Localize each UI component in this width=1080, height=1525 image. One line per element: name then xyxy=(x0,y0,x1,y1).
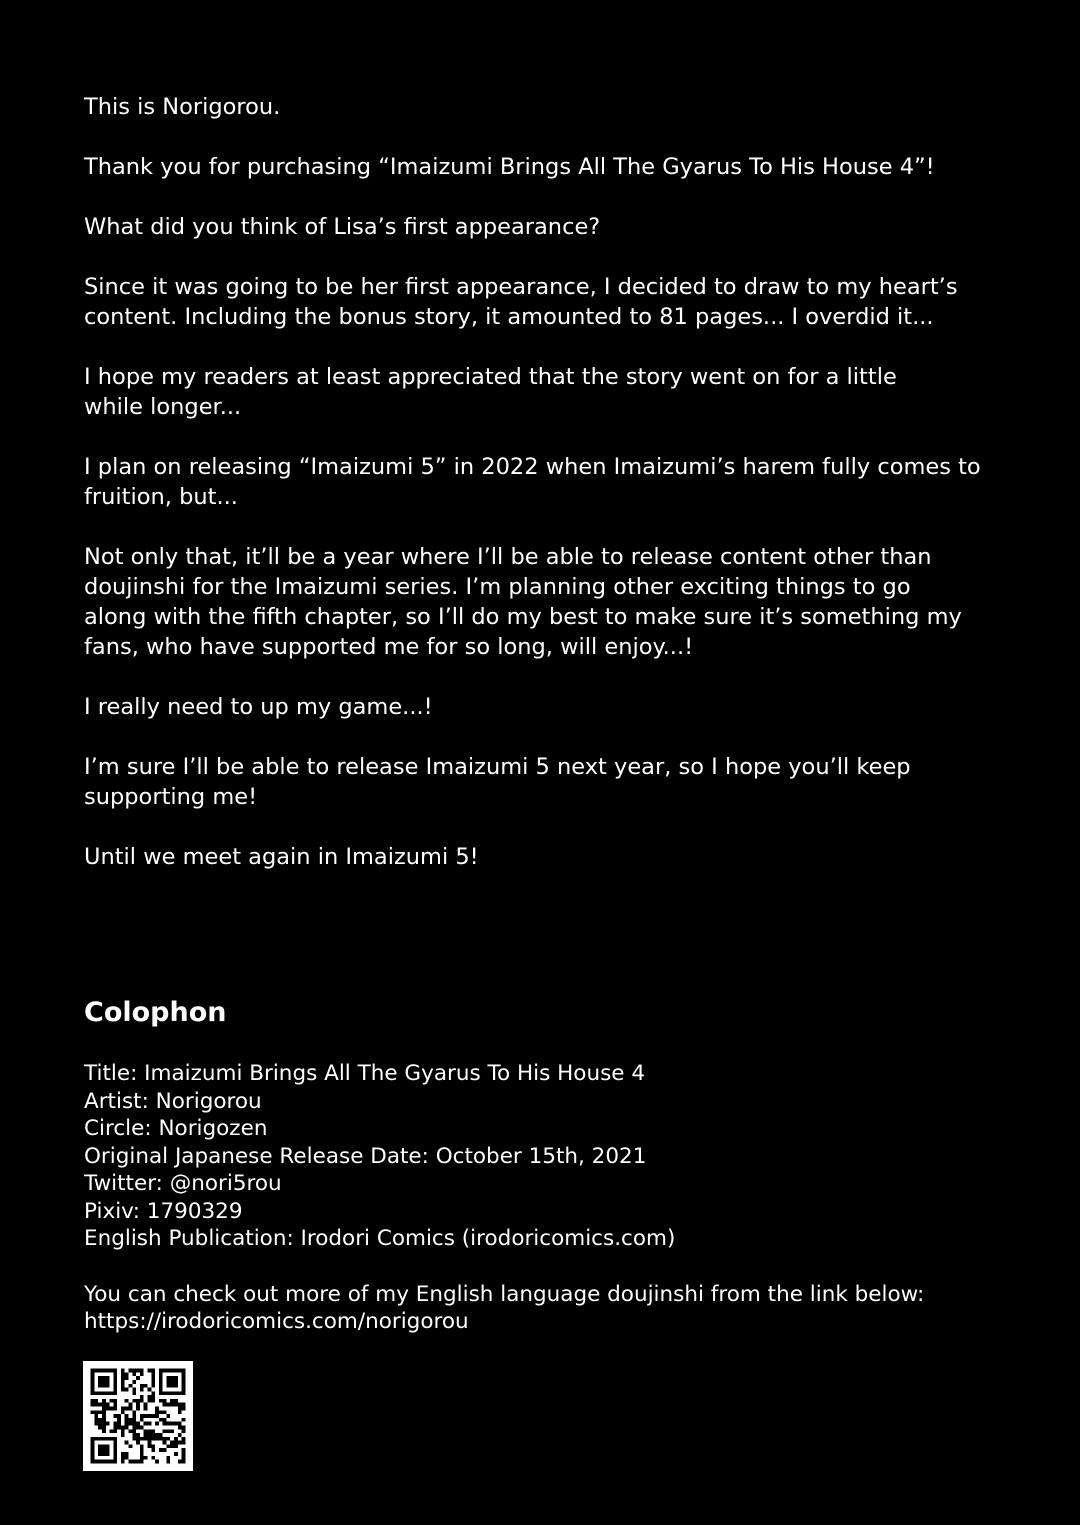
message-line: What did you think of Lisa’s first appearance? xyxy=(84,214,601,240)
message-line: supporting me! xyxy=(84,784,258,810)
irodori-link[interactable]: https://irodoricomics.com/norigorou xyxy=(84,1309,469,1334)
colophon-section xyxy=(84,994,1044,1336)
colophon-twitter: Twitter: @nori5rou xyxy=(84,1171,282,1196)
message-paragraph xyxy=(84,542,1044,662)
message-line: along with the fifth chapter, so I’ll do my best to make sure it’s something my xyxy=(84,604,962,630)
message-line: I really need to up my game...! xyxy=(84,694,433,720)
message-line: Thank you for purchasing “Imaizumi Brings All The Gyarus To His House 4”! xyxy=(84,154,935,180)
qr-code xyxy=(83,1361,193,1471)
colophon-heading: Colophon xyxy=(84,997,227,1028)
colophon-publisher: English Publication: Irodori Comics (irodoricomics.com) xyxy=(84,1226,676,1251)
message-line: This is Norigorou. xyxy=(84,94,281,120)
message-paragraph xyxy=(84,752,1044,812)
message-line: Since it was going to be her first appearance, I decided to draw to my heart’s xyxy=(84,274,958,300)
message-line: doujinshi for the Imaizumi series. I’m planning other exciting things to go xyxy=(84,574,911,600)
message-line: I hope my readers at least appreciated that the story went on for a little xyxy=(84,364,897,390)
message-paragraph xyxy=(84,212,1044,242)
afterword-message xyxy=(84,92,1044,902)
colophon-title: Title: Imaizumi Brings All The Gyarus To His House 4 xyxy=(84,1061,646,1086)
message-line: while longer... xyxy=(84,394,242,420)
colophon-pixiv: Pixiv: 1790329 xyxy=(84,1198,243,1224)
colophon-artist: Artist: Norigorou xyxy=(84,1088,262,1114)
message-line: I’m sure I’ll be able to release Imaizumi 5 next year, so I hope you’ll keep xyxy=(84,754,911,780)
message-line: fans, who have supported me for so long, will enjoy...! xyxy=(84,634,694,660)
message-paragraph xyxy=(84,692,1044,722)
message-line: fruition, but... xyxy=(84,484,238,510)
message-line: Until we meet again in Imaizumi 5! xyxy=(84,844,479,870)
message-paragraph xyxy=(84,152,1044,182)
more-doujinshi-text: You can check out more of my English language doujinshi from the link below: xyxy=(84,1281,925,1307)
colophon-release-date: Original Japanese Release Date: October 15th, 2021 xyxy=(84,1143,647,1169)
message-paragraph xyxy=(84,362,1044,422)
message-line: I plan on releasing “Imaizumi 5” in 2022 when Imaizumi’s harem fully comes to xyxy=(84,454,981,480)
message-line: Not only that, it’ll be a year where I’ll be able to release content other than xyxy=(84,544,932,570)
message-paragraph xyxy=(84,452,1044,512)
colophon-circle: Circle: Norigozen xyxy=(84,1116,268,1141)
message-paragraph xyxy=(84,842,1044,872)
message-paragraph xyxy=(84,92,1044,122)
message-paragraph xyxy=(84,272,1044,332)
message-line: content. Including the bonus story, it amounted to 81 pages... I overdid it... xyxy=(84,304,934,330)
